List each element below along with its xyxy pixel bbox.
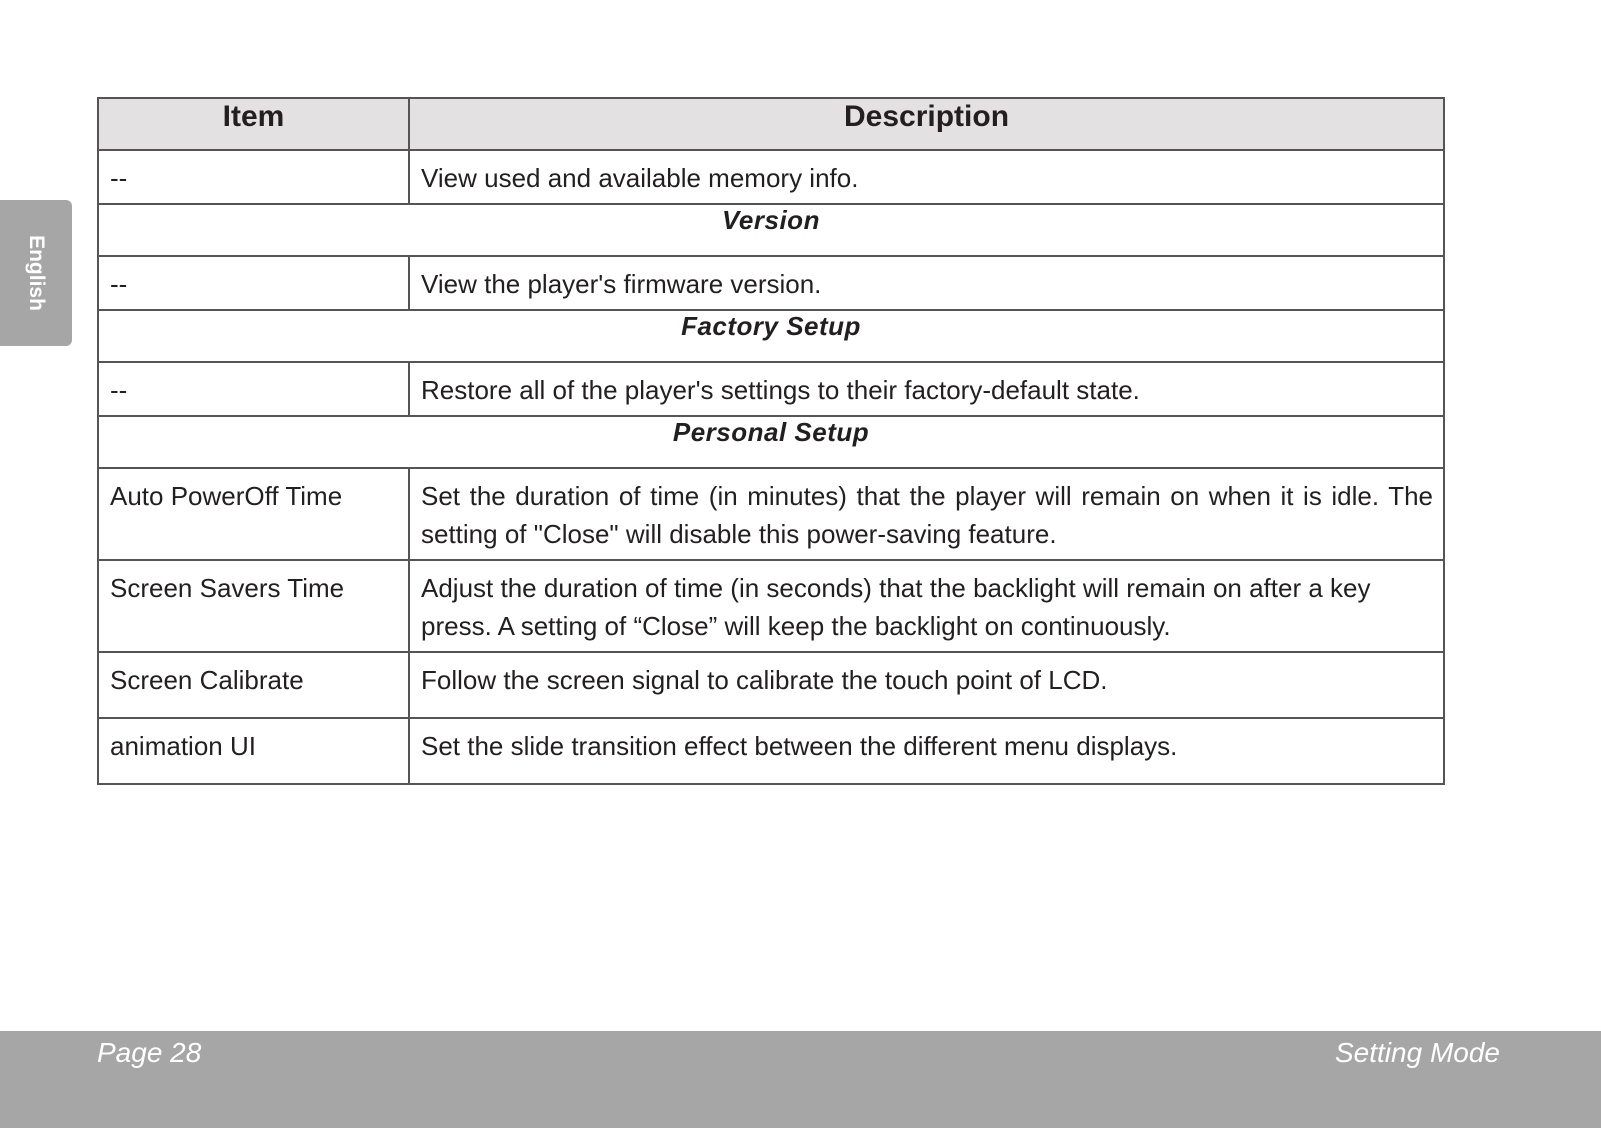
- settings-table: [97, 97, 1445, 785]
- item-cell: Screen Calibrate: [98, 652, 409, 718]
- item-cell: animation UI: [98, 718, 409, 784]
- section-row: [98, 204, 1444, 256]
- table-row: [98, 362, 1444, 416]
- header-description: Description: [409, 98, 1444, 150]
- description-cell: Adjust the duration of time (in seconds) that the backlight will remain on after a key press. A setting of “Close” will keep the backlight on continuously.: [409, 560, 1444, 652]
- language-tab-label: English: [25, 235, 48, 311]
- section-title-personal-setup: Personal Setup: [98, 416, 1444, 468]
- language-tab: [0, 200, 72, 346]
- table-row: [98, 256, 1444, 310]
- description-cell: Set the slide transition effect between the different menu displays.: [409, 718, 1444, 784]
- description-cell: View used and available memory info.: [409, 150, 1444, 204]
- section-title-version: Version: [98, 204, 1444, 256]
- section-row: [98, 310, 1444, 362]
- section-row: [98, 416, 1444, 468]
- table-header-row: [98, 98, 1444, 150]
- item-cell: Auto PowerOff Time: [98, 468, 409, 560]
- table-row: [98, 718, 1444, 784]
- description-cell: Set the duration of time (in minutes) that the player will remain on when it is idle. The setting of "Close" will disable this power-saving feature.: [409, 468, 1444, 560]
- description-cell: Restore all of the player's settings to their factory-default state.: [409, 362, 1444, 416]
- description-cell: Follow the screen signal to calibrate the touch point of LCD.: [409, 652, 1444, 718]
- description-cell: View the player's firmware version.: [409, 256, 1444, 310]
- item-cell: --: [98, 150, 409, 204]
- page-number: Page 28: [97, 1037, 202, 1068]
- table-row: [98, 468, 1444, 560]
- table-row: [98, 560, 1444, 652]
- section-name: Setting Mode: [1335, 1037, 1500, 1068]
- item-cell: --: [98, 362, 409, 416]
- table-row: [98, 652, 1444, 718]
- section-title-factory-setup: Factory Setup: [98, 310, 1444, 362]
- page-footer: [0, 1031, 1601, 1128]
- header-item: Item: [98, 98, 409, 150]
- table-row: [98, 150, 1444, 204]
- item-cell: Screen Savers Time: [98, 560, 409, 652]
- item-cell: --: [98, 256, 409, 310]
